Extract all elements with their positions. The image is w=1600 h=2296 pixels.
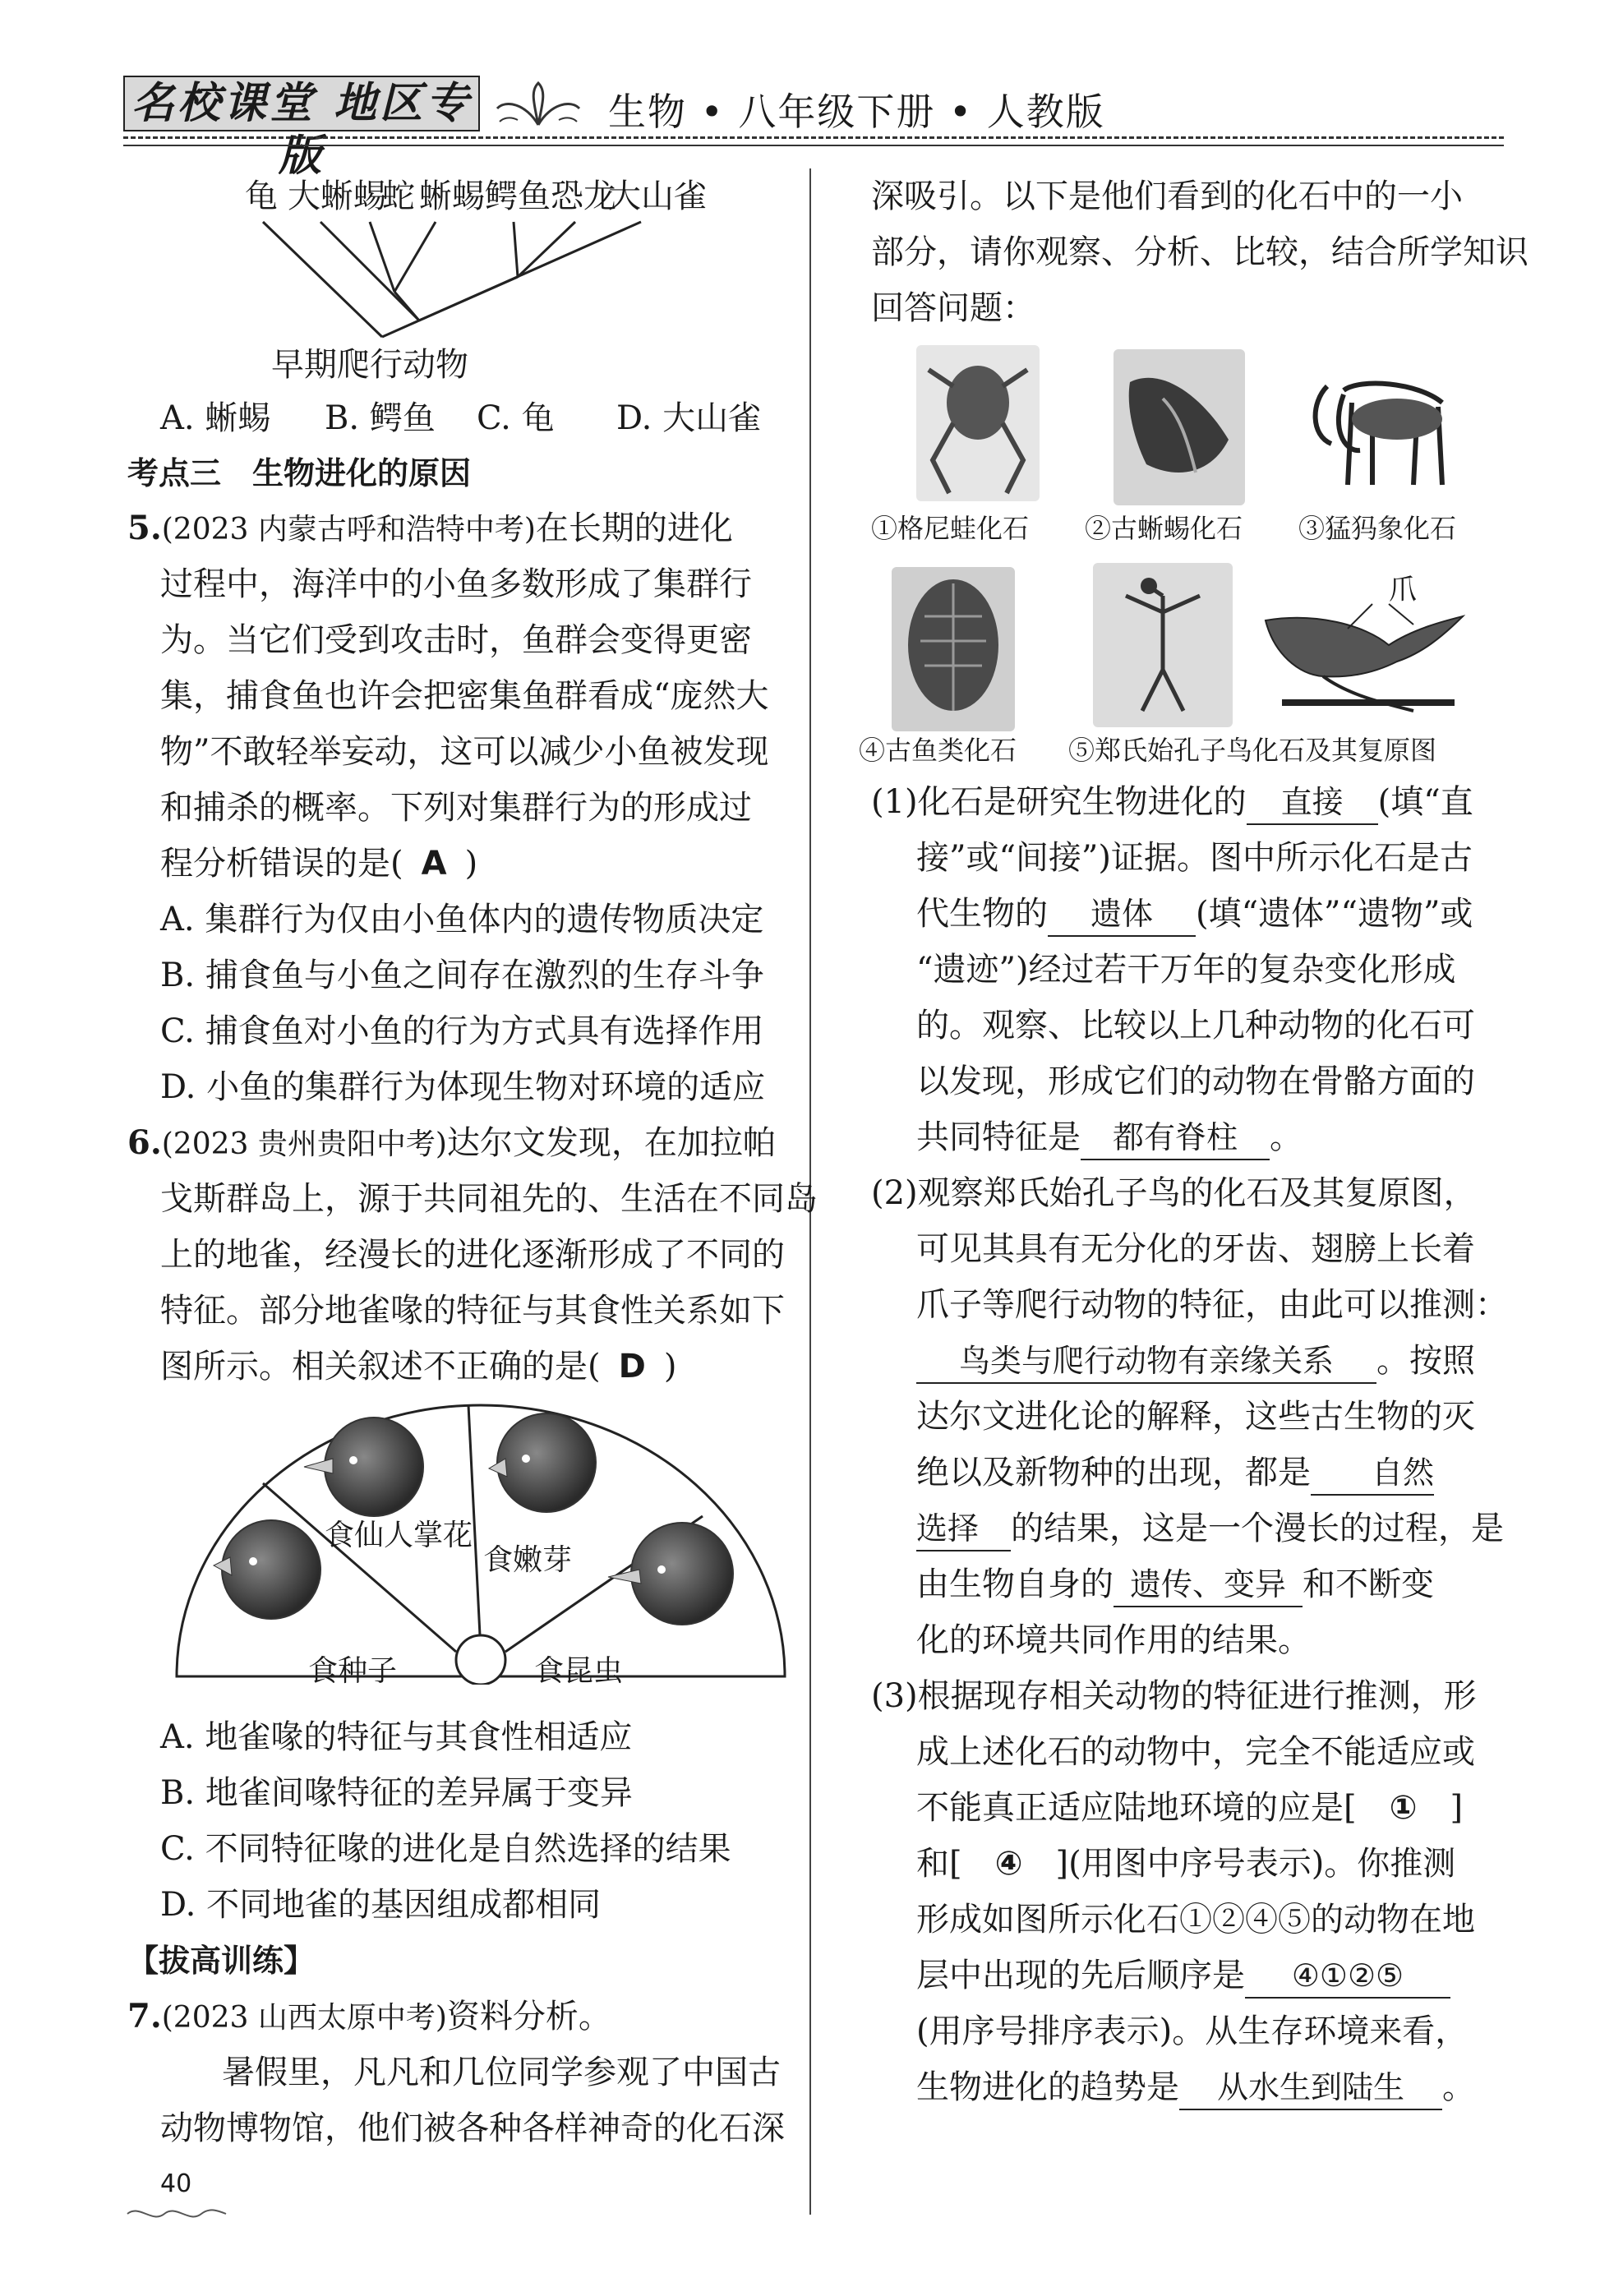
q5-line-4: 集，捕食鱼也许会把密集鱼群看成“庞然大 <box>160 677 769 715</box>
q7-p2-line-7 <box>916 1501 1504 1556</box>
q7-line-1 <box>127 1989 611 2046</box>
q6-line-4: 特征。部分地雀喙的特征与其食性关系如下 <box>160 1292 785 1330</box>
mammoth-fossil-image <box>1294 353 1467 501</box>
q7-p2-f: 绝以及新物种的出现，都是 <box>916 1454 1311 1491</box>
q7-p1-j: 。 <box>1270 1118 1303 1156</box>
q7-source: (2023 山西太原中考) <box>161 2001 447 2035</box>
q5-option-c: C. 捕食鱼对小鱼的行为方式具有选择作用 <box>160 1012 764 1050</box>
q6-option-d: D. 不同地雀的基因组成都相同 <box>160 1886 602 1924</box>
q7-p1-b: (填“直 <box>1377 783 1473 821</box>
q5-option-b: B. 捕食鱼与小鱼之间存在激烈的生存斗争 <box>160 957 764 994</box>
q7-p2-line-1: (2)观察郑氏始孔子鸟的化石及其复原图， <box>871 1174 1477 1212</box>
q7-p3-line-5: 形成如图所示化石①②④⑤的动物在地 <box>916 1901 1475 1939</box>
q7-p2-g: 的结果，这是一个漫长的过程，是 <box>1011 1510 1504 1547</box>
tree-leaf-crocodile: 鳄鱼 <box>485 178 551 215</box>
q7-p2-line-3: 爪子等爬行动物的特征，由此可以推测： <box>916 1286 1508 1324</box>
tree-leaf-tuatara: 大蜥蜴 <box>288 178 386 215</box>
q7-intro-2: 动物博物馆，他们被各种各样神奇的化石深 <box>160 2109 785 2147</box>
tree-leaf-tit: 大山雀 <box>608 178 707 215</box>
q5-stem-end: 程分析错误的是( <box>160 845 403 883</box>
q7-lead: 资料分析。 <box>446 1998 611 2036</box>
page-number: 40 <box>160 2169 192 2198</box>
q7-p1-line-4: “遗迹”)经过若干万年的复杂变化形成 <box>916 951 1456 989</box>
q5-close-paren: ) <box>464 845 478 883</box>
section-heading-3: 考点三 生物进化的原因 <box>127 455 472 491</box>
q7-p3-line-7: (用序号排序表示)。从生存环境来看， <box>916 2012 1469 2050</box>
q6-line-2: 戈斯群岛上，源于共同祖先的、生活在不同岛 <box>160 1180 818 1218</box>
finch-beak-diagram <box>164 1401 797 1685</box>
q5-option-a: A. 集群行为仅由小鱼体内的遗传物质决定 <box>160 901 764 938</box>
q7-intro-4: 部分，请你观察、分析、比较，结合所学知识 <box>871 233 1529 271</box>
q5-line-5: 物”不敢轻举妄动，这可以减少小鱼被发现 <box>160 733 769 771</box>
header-rule-solid <box>123 145 1504 146</box>
q5-line-6: 和捕杀的概率。下列对集群行为的形成过 <box>160 789 752 827</box>
q7-p2-answer-2b: 选择 <box>916 1507 1011 1551</box>
fish-fossil-image <box>892 567 1015 731</box>
bird-reconstruction-image <box>1249 579 1471 719</box>
q7-p1-a: (1)化石是研究生物进化的 <box>871 783 1247 821</box>
q7-number: 7. <box>127 1997 162 2036</box>
q5-line-7 <box>160 836 477 892</box>
q7-p3-j: 生物进化的趋势是 <box>916 2068 1179 2106</box>
fossil-caption-4: ④古鱼类化石 <box>859 735 1017 766</box>
q6-line-5 <box>160 1339 676 1395</box>
fossil-caption-1: ①格尼蛙化石 <box>871 513 1030 544</box>
q7-p3-e: 和[ <box>916 1845 962 1883</box>
q7-p2-d: 。按照 <box>1376 1342 1475 1380</box>
q7-p2-line-6 <box>916 1445 1434 1501</box>
q7-p2-i: 和不断变 <box>1303 1565 1434 1603</box>
q7-p3-line-6 <box>916 1948 1450 2003</box>
q5-text: 在长期的进化 <box>535 509 733 547</box>
q7-intro-5: 回答问题： <box>871 289 1035 327</box>
q7-p3-answer-4: 从水生到陆生 <box>1179 2066 1442 2110</box>
q6-line-1 <box>127 1115 776 1173</box>
q6-source: (2023 贵州贵阳中考) <box>161 1127 447 1161</box>
q5-line-2: 过程中，海洋中的小鱼多数形成了集群行 <box>160 565 752 603</box>
q6-option-a: A. 地雀喙的特征与其食性相适应 <box>160 1718 633 1756</box>
q7-p2-line-2: 可见其具有无分化的牙齿、翅膀上长着 <box>916 1230 1475 1268</box>
q7-p1-line-3 <box>916 886 1473 942</box>
training-heading: 【拔高训练】 <box>127 1943 316 1979</box>
q6-answer: D <box>618 1348 646 1385</box>
q7-p1-answer-3: 都有脊柱 <box>1081 1116 1270 1160</box>
q4-option-b: B. 鳄鱼 <box>325 399 436 437</box>
q7-p1-e: (填“遗体”“遗物”或 <box>1196 895 1473 933</box>
q7-p1-answer-2: 遗体 <box>1048 892 1196 937</box>
q5-answer: A <box>421 845 447 883</box>
q7-p2-line-4 <box>916 1333 1475 1389</box>
header-rule-dashed <box>123 136 1504 139</box>
q7-p3-k: 。 <box>1442 2068 1475 2106</box>
q7-p3-h: 层中出现的先后顺序是 <box>916 1957 1245 1994</box>
q7-p1-answer-1: 直接 <box>1247 781 1378 825</box>
q7-p2-h: 由生物自身的 <box>916 1565 1114 1603</box>
q6-option-b: B. 地雀间喙特征的差异属于变异 <box>160 1774 633 1812</box>
fossil-caption-5: ⑤郑氏始孔子鸟化石及其复原图 <box>1068 735 1437 766</box>
q6-stem-end: 图所示。相关叙述不正确的是( <box>160 1348 601 1385</box>
q6-line-3: 上的地雀，经漫长的进化逐渐形成了不同的 <box>160 1236 785 1274</box>
finch-label-seed: 食种子 <box>308 1654 398 1688</box>
q4-option-d: D. 大山雀 <box>616 399 762 437</box>
footer-ornament-icon <box>123 2202 230 2225</box>
tree-leaf-dinosaur: 恐龙 <box>551 178 616 215</box>
q7-p3-answer-3: ④①②⑤ <box>1245 1954 1450 1999</box>
q7-p3-d: ] <box>1450 1789 1464 1827</box>
ornament-icon <box>493 79 583 128</box>
q7-p2-line-9: 化的环境共同作用的结果。 <box>916 1621 1311 1659</box>
q7-p2-answer-2a: 自然 <box>1311 1451 1434 1496</box>
q7-p3-f: ](用图中序号表示)。你推测 <box>1055 1845 1456 1883</box>
q7-p3-line-2: 成上述化石的动物中，完全不能适应或 <box>916 1733 1475 1771</box>
tree-leaf-lizard: 蜥蜴 <box>419 178 485 215</box>
q7-p2-answer-1: 鸟类与爬行动物有亲缘关系 <box>916 1339 1376 1384</box>
q5-line-3: 为。当它们受到攻击时，鱼群会变得更密 <box>160 621 752 659</box>
q4-option-a: A. 蜥蜴 <box>160 399 271 437</box>
q7-p3-line-8 <box>916 2059 1475 2115</box>
q5-number: 5. <box>127 509 162 547</box>
tree-leaf-turtle: 龟 <box>245 178 278 215</box>
frog-fossil-image <box>916 345 1040 501</box>
q7-intro-3: 深吸引。以下是他们看到的化石中的一小 <box>871 178 1463 215</box>
q7-p1-line-1 <box>871 774 1473 830</box>
header-subject: 生物 • 八年级下册 • 人教版 <box>608 90 1105 134</box>
q7-p1-line-5: 的。观察、比较以上几种动物的化石可 <box>916 1007 1475 1044</box>
q5-source: (2023 内蒙古呼和浩特中考) <box>161 513 536 546</box>
q7-p3-c: 不能真正适应陆地环境的应是[ <box>916 1789 1357 1827</box>
q4-option-c: C. 龟 <box>477 399 555 437</box>
fossil-caption-3: ③猛犸象化石 <box>1298 513 1457 544</box>
q7-p3-line-1: (3)根据现存相关动物的特征进行推测，形 <box>871 1677 1477 1715</box>
tree-leaf-snake: 蛇 <box>382 178 415 215</box>
finch-label-bud: 食嫩芽 <box>483 1543 573 1577</box>
header-brand: 名校课堂 地区专版 <box>123 76 480 131</box>
q6-text: 达尔文发现，在加拉帕 <box>446 1124 776 1162</box>
fossil-caption-2: ②古蜥蜴化石 <box>1085 513 1243 544</box>
phylogenetic-tree-lines <box>247 215 674 347</box>
lizard-fossil-image <box>1114 349 1245 505</box>
q7-p1-d: 代生物的 <box>916 895 1048 933</box>
bird-fossil-image <box>1093 563 1233 727</box>
q5-line-1 <box>127 500 733 558</box>
q7-p1-line-6: 以发现，形成它们的动物在骨骼方面的 <box>916 1063 1475 1100</box>
q7-p3-answer-1: ① <box>1389 1789 1418 1827</box>
finch-label-insect: 食昆虫 <box>534 1654 624 1688</box>
q7-p2-line-5: 达尔文进化论的解释，这些古生物的灭 <box>916 1398 1475 1436</box>
tree-root-label: 早期爬行动物 <box>271 346 468 384</box>
q7-p2-answer-3: 遗传、变异 <box>1114 1563 1303 1607</box>
q5-option-d: D. 小鱼的集群行为体现生物对环境的适应 <box>160 1068 766 1106</box>
q6-close-paren: ) <box>663 1348 677 1385</box>
q7-p1-line-2: 接”或“间接”)证据。图中所示化石是古 <box>916 839 1473 877</box>
q6-option-c: C. 不同特征喙的进化是自然选择的结果 <box>160 1830 731 1868</box>
q7-p3-answer-2: ④ <box>994 1845 1023 1883</box>
q7-p2-line-8 <box>916 1556 1434 1612</box>
claw-label: 爪 <box>1389 574 1417 606</box>
q7-p3-line-4 <box>916 1836 1455 1892</box>
q7-p1-i: 共同特征是 <box>916 1118 1081 1156</box>
q7-p1-line-7 <box>916 1109 1303 1165</box>
q7-p3-line-3 <box>916 1780 1463 1836</box>
q6-number: 6. <box>127 1123 162 1162</box>
q7-intro-1: 暑假里，凡凡和几位同学参观了中国古 <box>222 2054 781 2091</box>
finch-label-cactus: 食仙人掌花 <box>325 1519 473 1552</box>
